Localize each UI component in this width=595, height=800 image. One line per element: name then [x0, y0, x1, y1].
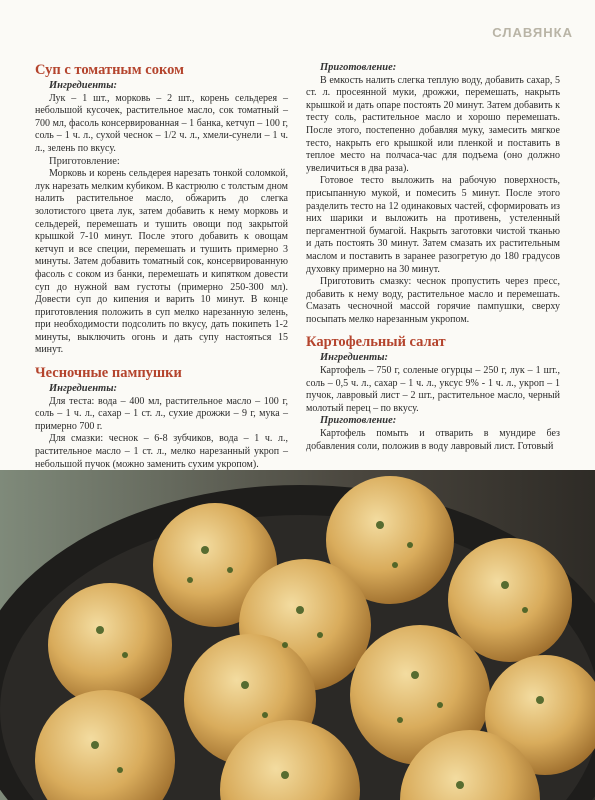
buns-prep-label: Приготовление: — [320, 62, 397, 73]
left-column — [35, 62, 288, 471]
magazine-brand: СЛАВЯНКА — [492, 25, 573, 40]
buns-prep-2: Готовое тесто выложить на рабочую поверхность, присыпанную мукой, и помесить 5 минут. После этого разделить тесто на 12 одинаковых частей, сформировать из них шарики и выложить на противень, устеленный пергаментной бумагой. Накрыть заготовки чистой тканью и дать постоять 30 минут. Затем смазать их растительным маслом и поставить в заранее разогретую до 180 градусов духовку примерно на 30 минут. — [306, 175, 560, 275]
buns-prep-1: В емкость налить слегка теплую воду, добавить сахар, 5 ст. л. просеянной муки, дрожжи, перемешать, накрыть крышкой и дать опаре постоять 20 минут. Затем добавить к тесту соль, растительное масло и хорошо перемешать. После этого, постепенно добавляя муку, замесить мягкое тесто, накрыть его крышкой или пленкой и поставить в теплое место на полчаса-час для подъема (оно должно увеличиться в два раза). — [306, 74, 560, 174]
buns-prep-3: Приготовить смазку: чеснок пропустить через пресс, добавить к нему воду, растительное масло и перемешать. Смазать чесночной массой горячие пампушки, сверху посыпать мелко нарезанным укропом. — [306, 276, 560, 325]
salad-prep-label: Приготовление: — [320, 415, 397, 427]
skillet-illustration — [0, 470, 595, 800]
soup-prep: Морковь и корень сельдерея нарезать тонкой соломкой, лук нарезать мелким кубиком. В кастрюлю с толстым дном налить растительное масло, обжарить до слегка золотистого цвета лук, затем добавить к нему морковь и сельдерей, перемешать и тушить овощи под закрытой крышкой 7-10 минут. После этого добавить к овощам кетчуп и все специи, перемешать и тушить примерно 3 минуты. Затем добавить томатный сок, консервированную фасоль с соком из банки, перемешать и кипятком довести суп до нужной вам густоты (примерно 250-300 мл). Довести суп до кипения и варить 10 минут. В конце приготовления положить в суп мелко нарезанную зелень, при необходимости подсолить по вкусу, дать покипеть 1-2 минуты, выключить огонь и дать супу настояться 15 минут. — [35, 168, 288, 356]
soup-ingredients: Лук – 1 шт., морковь – 2 шт., корень сельдерея – небольшой кусочек, растительное масло, сок томатный – 700 мл, фасоль консервированная – 1 банка, кетчуп – 100 г, соль – 1 ч. л., сухой чеснок – 1/2 ч. л., хмели-сунели – 1 ч. л., зелень по вкусу. — [35, 92, 288, 154]
buns-ingredients-label: Ингредиенты: — [49, 383, 118, 395]
soup-title: Суп с томатным соком — [35, 62, 184, 78]
salad-ingredients: Картофель – 750 г, соленые огурцы – 250 г, лук – 1 шт., соль – 0,5 ч. л., сахар – 1 ч. л., уксус 9% - 1 ч. л., укроп – 1 пучок, лавровый лист – 2 шт., растительное масло, черный молотый перец – по вкусу. — [306, 365, 560, 414]
right-column — [306, 62, 560, 453]
garlic-buns-photo — [0, 470, 595, 800]
buns-title: Чесночные пампушки — [35, 365, 182, 382]
salad-prep: Картофель помыть и отварить в мундире без добавления соли, положив в воду лавровый лист. Готовый — [306, 428, 560, 452]
salad-ingredients-label: Ингредиенты: — [320, 352, 389, 364]
soup-ingredients-label: Ингредиенты: — [49, 80, 118, 91]
buns-dough: Для теста: вода – 400 мл, растительное масло – 100 г, соль – 1 ч. л., сахар – 1 ст. л., сухие дрожжи – 9 г, мука – примерно 700 г. — [35, 395, 288, 432]
soup-prep-label: Приготовление: — [49, 155, 120, 167]
buns-sauce: Для смазки: чеснок – 6-8 зубчиков, вода – 1 ч. л., растительное масло – 1 ст. л., мелко нарезанный укроп – небольшой пучок (можно заменить сухим укропом). — [35, 433, 288, 470]
salad-title: Картофельный салат — [306, 334, 446, 351]
